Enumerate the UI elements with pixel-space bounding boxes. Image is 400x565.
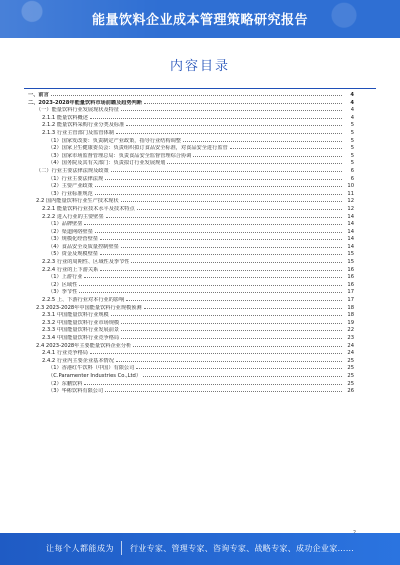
divider	[24, 88, 376, 89]
toc-entry-title: （1）品牌壁垒	[48, 221, 83, 228]
toc-entry-title: 2.2 国内能量饮料行业生产技术现状	[36, 198, 119, 205]
toc-entry[interactable]	[28, 100, 354, 108]
toc-entry-title: （3）规模化经营壁垒	[48, 236, 98, 243]
toc-entry[interactable]	[28, 358, 354, 366]
toc-entry-page: 25	[347, 357, 354, 364]
toc-entry-page: 24	[347, 350, 354, 357]
toc-entry-title: （2）东鹏饮料	[48, 380, 83, 387]
toc-leader-dots	[95, 194, 342, 195]
toc-entry-page: 24	[347, 342, 354, 349]
toc-entry-title: 2.2.3 行业的周期性、区域性及季节性	[42, 259, 130, 266]
toc-entry-page: 23	[347, 335, 354, 341]
toc-entry-title: 一、前言	[28, 92, 49, 98]
toc-entry-page: 22	[347, 327, 354, 334]
toc-entry-title: （3）季节性	[48, 289, 78, 296]
toc-entry-page: 26	[347, 388, 354, 395]
toc-entry[interactable]	[28, 176, 354, 184]
toc-leader-dots	[116, 133, 342, 134]
toc-entry-page: 15	[347, 259, 354, 266]
toc-entry-title: （C.Paramenter Industries Co.,Ltd）	[48, 372, 142, 379]
toc-entry-title: 2.3.2 中国能量饮料行业市场规模	[42, 319, 120, 326]
toc-leader-dots	[84, 224, 342, 225]
header-banner	[0, 0, 400, 38]
toc-entry-title: （4）食品安全及质量控制壁垒	[48, 243, 119, 250]
toc-entry-title: （2）主要产业政策	[48, 183, 93, 190]
toc-entry[interactable]	[28, 244, 354, 252]
toc-entry-title: 2.4.2 行业内主要企业基本情况	[42, 357, 114, 364]
toc-entry-page: 25	[347, 380, 354, 387]
toc-entry[interactable]	[28, 236, 354, 244]
toc-entry-page: 16	[347, 266, 354, 273]
toc-leader-dots	[143, 376, 342, 377]
toc-entry[interactable]	[28, 282, 354, 290]
toc-entry[interactable]	[28, 206, 354, 214]
toc-entry[interactable]	[28, 305, 354, 313]
toc-entry-page: 5	[350, 137, 354, 144]
toc-entry[interactable]	[28, 297, 354, 305]
toc-entry[interactable]	[28, 251, 354, 259]
toc-entry[interactable]	[28, 92, 354, 100]
toc-leader-dots	[79, 292, 342, 293]
toc-entry-title: 2.4 2023-2028年主要能量饮料企业分析	[36, 342, 132, 349]
toc-heading: 内容目录	[169, 59, 230, 74]
toc-entry-page: 17	[347, 297, 354, 304]
toc-leader-dots	[144, 308, 342, 309]
toc-entry-page: 16	[347, 274, 354, 281]
toc-leader-dots	[84, 384, 342, 385]
toc-entry-page: 14	[347, 228, 354, 235]
toc-entry[interactable]	[28, 145, 354, 153]
toc-entry-title: （3）国家市场监督管理总局：负责食品安全监督管理综合协调	[48, 152, 192, 159]
toc-entry[interactable]	[28, 122, 354, 130]
footer-slogan-left: 让每个人都能成为	[46, 544, 114, 553]
toc-leader-dots	[105, 391, 342, 392]
toc-leader-dots	[100, 239, 342, 240]
toc-entry-page: 11	[347, 190, 354, 197]
toc-entry[interactable]	[28, 388, 354, 396]
toc-entry-page: 4	[350, 114, 354, 121]
toc-entry[interactable]	[28, 229, 354, 237]
toc-leader-dots	[183, 141, 342, 142]
toc-entry-title: （1）国家发改委：负责制定产业政策，指导行业结构调整	[48, 137, 181, 144]
toc-entry-page: 5	[350, 122, 354, 129]
toc-entry-title: 2.4.1 行业竞争格局	[42, 350, 88, 357]
footer-separator	[121, 541, 122, 555]
toc-entry-page: 14	[347, 236, 354, 243]
toc-entry-page: 12	[347, 205, 354, 212]
toc-leader-dots	[133, 346, 342, 347]
toc-entry[interactable]	[28, 350, 354, 358]
toc-entry[interactable]	[28, 115, 354, 123]
toc-leader-dots	[95, 186, 342, 187]
toc-entry-page: 17	[347, 289, 354, 296]
toc-entry-title: 2.2.4 行业的上下游关系	[42, 266, 99, 273]
toc-leader-dots	[230, 148, 342, 149]
toc-entry-title: （4）国务院及其有关部门：负责拟订行业发展规划	[48, 160, 166, 167]
toc-leader-dots	[121, 330, 342, 331]
toc-entry-page: 4	[350, 107, 354, 114]
toc-entry-title: （2）国家卫生健康委员会：负责组织拟订食品安全标准，对食品安全进行监管	[48, 145, 228, 152]
toc-entry-title: 二、2023-2028年能量饮料市场前瞻及趋势判断	[28, 99, 143, 106]
toc-entry-page: 18	[347, 304, 354, 311]
toc-entry-title: （3）行业标准规范	[48, 190, 93, 197]
toc-entry-page: 4	[350, 99, 354, 106]
toc-leader-dots	[100, 270, 342, 271]
toc-entry[interactable]	[28, 259, 354, 267]
toc-entry-title: （一）能量饮料行业发展现状及特征	[36, 107, 120, 114]
toc-entry[interactable]	[28, 138, 354, 146]
toc-entry-title: （1）上游行业	[48, 274, 83, 281]
toc-entry-title: （二）行业主要法律法规及政策	[36, 167, 109, 174]
toc-entry-title: 2.1.2 能量饮料采购行业分类及标准	[42, 122, 125, 129]
toc-entry[interactable]	[28, 373, 354, 381]
toc-entry[interactable]	[28, 221, 354, 229]
report-title: 能量饮料企业成本管理策略研究报告	[91, 13, 308, 28]
toc-entry-page: 12	[347, 198, 354, 205]
toc-entry-page: 18	[347, 312, 354, 319]
toc-entry[interactable]	[28, 168, 354, 176]
toc-entry-title: （2）渠道网络壁垒	[48, 228, 93, 235]
toc-leader-dots	[90, 353, 342, 354]
toc-leader-dots	[167, 163, 342, 164]
toc-entry-title: 2.3.1 中国能量饮料行业规模	[42, 312, 109, 319]
toc-leader-dots	[121, 110, 342, 111]
toc-leader-dots	[121, 201, 342, 202]
toc-entry-title: （1）行业主要法律法规	[48, 175, 104, 182]
toc-entry-page: 14	[347, 213, 354, 220]
toc-leader-dots	[51, 95, 342, 96]
toc-entry-page: 5	[350, 152, 354, 159]
toc-entry[interactable]	[28, 214, 354, 222]
toc-entry-page: 5	[350, 145, 354, 152]
toc-entry-title: 2.2.1 能量饮料行业技术水平及技术特点	[42, 205, 135, 212]
toc-entry-page: 14	[347, 243, 354, 250]
toc-entry-title: （1）香港红牛饮料（中国）有限公司	[48, 365, 135, 372]
toc-entry-page: 25	[347, 365, 354, 372]
toc-leader-dots	[193, 156, 342, 157]
toc-leader-dots	[116, 361, 342, 362]
toc-entry-page: 16	[347, 281, 354, 288]
toc-entry[interactable]	[28, 107, 354, 115]
toc-leader-dots	[126, 300, 342, 301]
toc-entry[interactable]	[28, 365, 354, 373]
toc-entry-title: （3）华彬饮料有限公司	[48, 388, 104, 395]
toc-leader-dots	[121, 247, 342, 248]
toc-leader-dots	[121, 323, 342, 324]
toc-entry-title: 2.1.3 行业主管部门及监管体制	[42, 129, 114, 136]
toc-entry[interactable]	[28, 183, 354, 191]
toc-leader-dots	[136, 368, 342, 369]
toc-entry-page: 6	[350, 167, 354, 174]
toc-entry[interactable]	[28, 381, 354, 389]
toc-leader-dots	[90, 118, 342, 119]
toc-entry-page: 10	[347, 183, 354, 190]
toc-entry[interactable]	[28, 153, 354, 161]
toc-leader-dots	[106, 217, 342, 218]
toc-entry-page: 15	[347, 251, 354, 258]
toc-entry[interactable]	[28, 320, 354, 328]
toc-entry[interactable]	[28, 267, 354, 275]
toc-entry-page: 6	[350, 175, 354, 182]
toc-entry-page: 19	[347, 319, 354, 326]
toc-entry[interactable]	[28, 274, 354, 282]
toc-leader-dots	[95, 232, 342, 233]
toc-entry-title: 2.1.1 能量饮料概述	[42, 114, 88, 121]
toc-entry[interactable]	[28, 312, 354, 320]
toc-entry-title: 2.2.5 上、下游行业对本行业的影响	[42, 297, 125, 304]
toc-entry-page: 4	[350, 92, 354, 98]
toc-entry-page: 25	[347, 372, 354, 379]
toc-entry-title: 2.3.4 中国能量饮料行业竞争格局	[42, 335, 120, 341]
toc-entry[interactable]	[28, 160, 354, 168]
toc-leader-dots	[126, 125, 342, 126]
toc-entry-title: 2.2.2 进入行业的主要壁垒	[42, 213, 104, 220]
footer-slogan-right: 行业专家、管理专家、咨询专家、战略专家、成功企业家……	[130, 544, 355, 553]
toc-entry-title: 2.3.3 中国能量饮料行业发展前景	[42, 327, 120, 334]
toc-leader-dots	[100, 254, 342, 255]
toc-entry[interactable]	[28, 327, 354, 335]
toc-entry-title: 2.3 2023-2028年中国能量饮料行业规模预测	[36, 304, 142, 311]
toc-entry[interactable]	[28, 343, 354, 351]
toc-entry-title: （5）资金及规模壁垒	[48, 251, 98, 258]
toc-leader-dots	[121, 338, 342, 339]
toc-entry-page: 5	[350, 129, 354, 136]
toc-entry[interactable]	[28, 335, 354, 343]
toc-leader-dots	[131, 262, 342, 263]
toc-entry-page: 5	[350, 160, 354, 167]
toc-leader-dots	[137, 209, 342, 210]
toc-entry[interactable]	[28, 191, 354, 199]
toc-entry-page: 14	[347, 221, 354, 228]
toc-entry[interactable]	[28, 289, 354, 297]
toc-leader-dots	[79, 285, 342, 286]
toc-entry-title: （2）区域性	[48, 281, 78, 288]
table-of-contents	[28, 92, 354, 396]
toc-leader-dots	[84, 277, 342, 278]
toc-entry[interactable]	[28, 130, 354, 138]
toc-entry[interactable]	[28, 198, 354, 206]
footer-banner	[0, 533, 400, 565]
toc-leader-dots	[144, 103, 342, 104]
toc-leader-dots	[111, 171, 342, 172]
toc-leader-dots	[111, 315, 342, 316]
toc-leader-dots	[105, 179, 342, 180]
